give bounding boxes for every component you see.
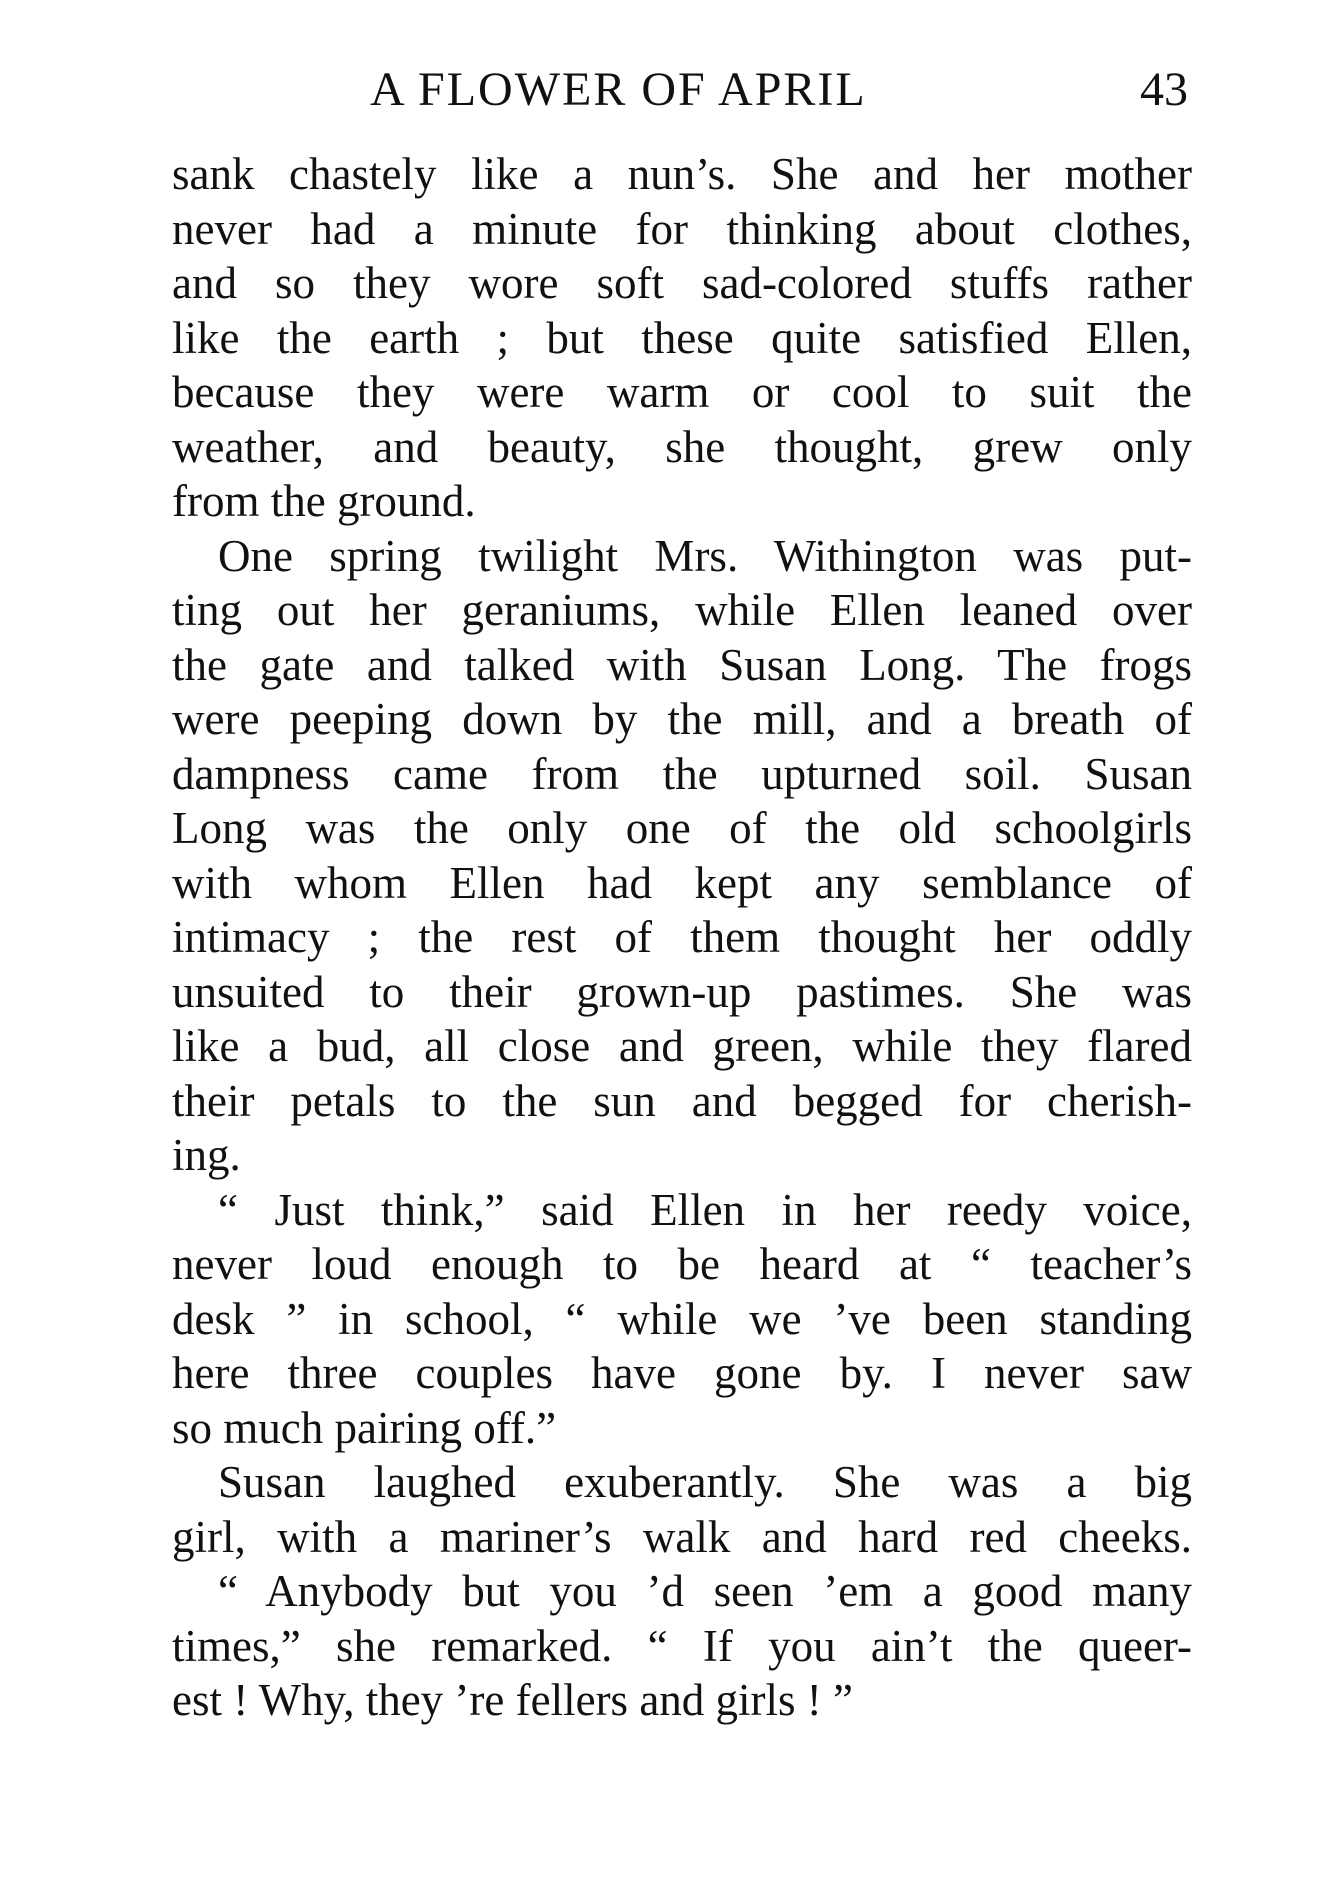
text-line: never loud enough to be heard at “ teacher’s [172,1239,1192,1289]
page-number: 43 [1140,63,1188,116]
text-line: so much pairing off.” [172,1402,557,1453]
text-line: ting out her geraniums, while Ellen leaned over [172,585,1192,635]
text-line: from the ground. [172,476,476,526]
text-line: girl, with a mariner’s walk and hard red cheeks. [172,1511,1192,1562]
text-line: like the earth ; but these quite satisfied Ellen, [172,312,1192,363]
paragraph-start-line: “ Just think,” said Ellen in her reedy voice, [218,1184,1192,1235]
text-line: with whom Ellen had kept any semblance of [172,857,1192,908]
text-line: dampness came from the upturned soil. Susan [172,748,1192,799]
paragraph-start-line: Susan laughed exuberantly. She was a big [218,1457,1192,1507]
text-line: unsuited to their grown-up pastimes. She was [172,966,1192,1017]
text-line: Long was the only one of the old schoolgirls [172,803,1192,853]
body-text [172,147,1192,1728]
text-line: like a bud, all close and green, while they flared [172,1021,1192,1071]
text-line: sank chastely like a nun’s. She and her mother [172,149,1192,199]
text-line: desk ” in school, “ while we ’ve been standing [172,1293,1192,1344]
text-line: their petals to the sun and begged for cherish- [172,1075,1192,1126]
text-line: the gate and talked with Susan Long. The frogs [172,639,1192,690]
text-line: times,” she remarked. “ If you ain’t the queer- [172,1620,1192,1671]
text-line: intimacy ; the rest of them thought her oddly [172,912,1192,962]
running-title: A FLOWER OF APRIL [370,63,867,116]
text-line: because they were warm or cool to suit the [172,367,1192,417]
text-line: est ! Why, they ’re fellers and girls ! ” [172,1675,853,1725]
paragraph-start-line: “ Anybody but you ’d seen ’em a good many [218,1566,1192,1616]
text-line: and so they wore soft sad-colored stuffs rather [172,258,1192,308]
paragraph-start-line: One spring twilight Mrs. Withington was put- [218,530,1192,581]
text-line: weather, and beauty, she thought, grew only [172,421,1192,472]
text-line: here three couples have gone by. I never saw [172,1348,1192,1398]
text-line: were peeping down by the mill, and a breath of [172,694,1192,744]
text-line: never had a minute for thinking about clothes, [172,203,1192,254]
text-line: ing. [172,1130,241,1180]
running-head [0,60,1324,120]
